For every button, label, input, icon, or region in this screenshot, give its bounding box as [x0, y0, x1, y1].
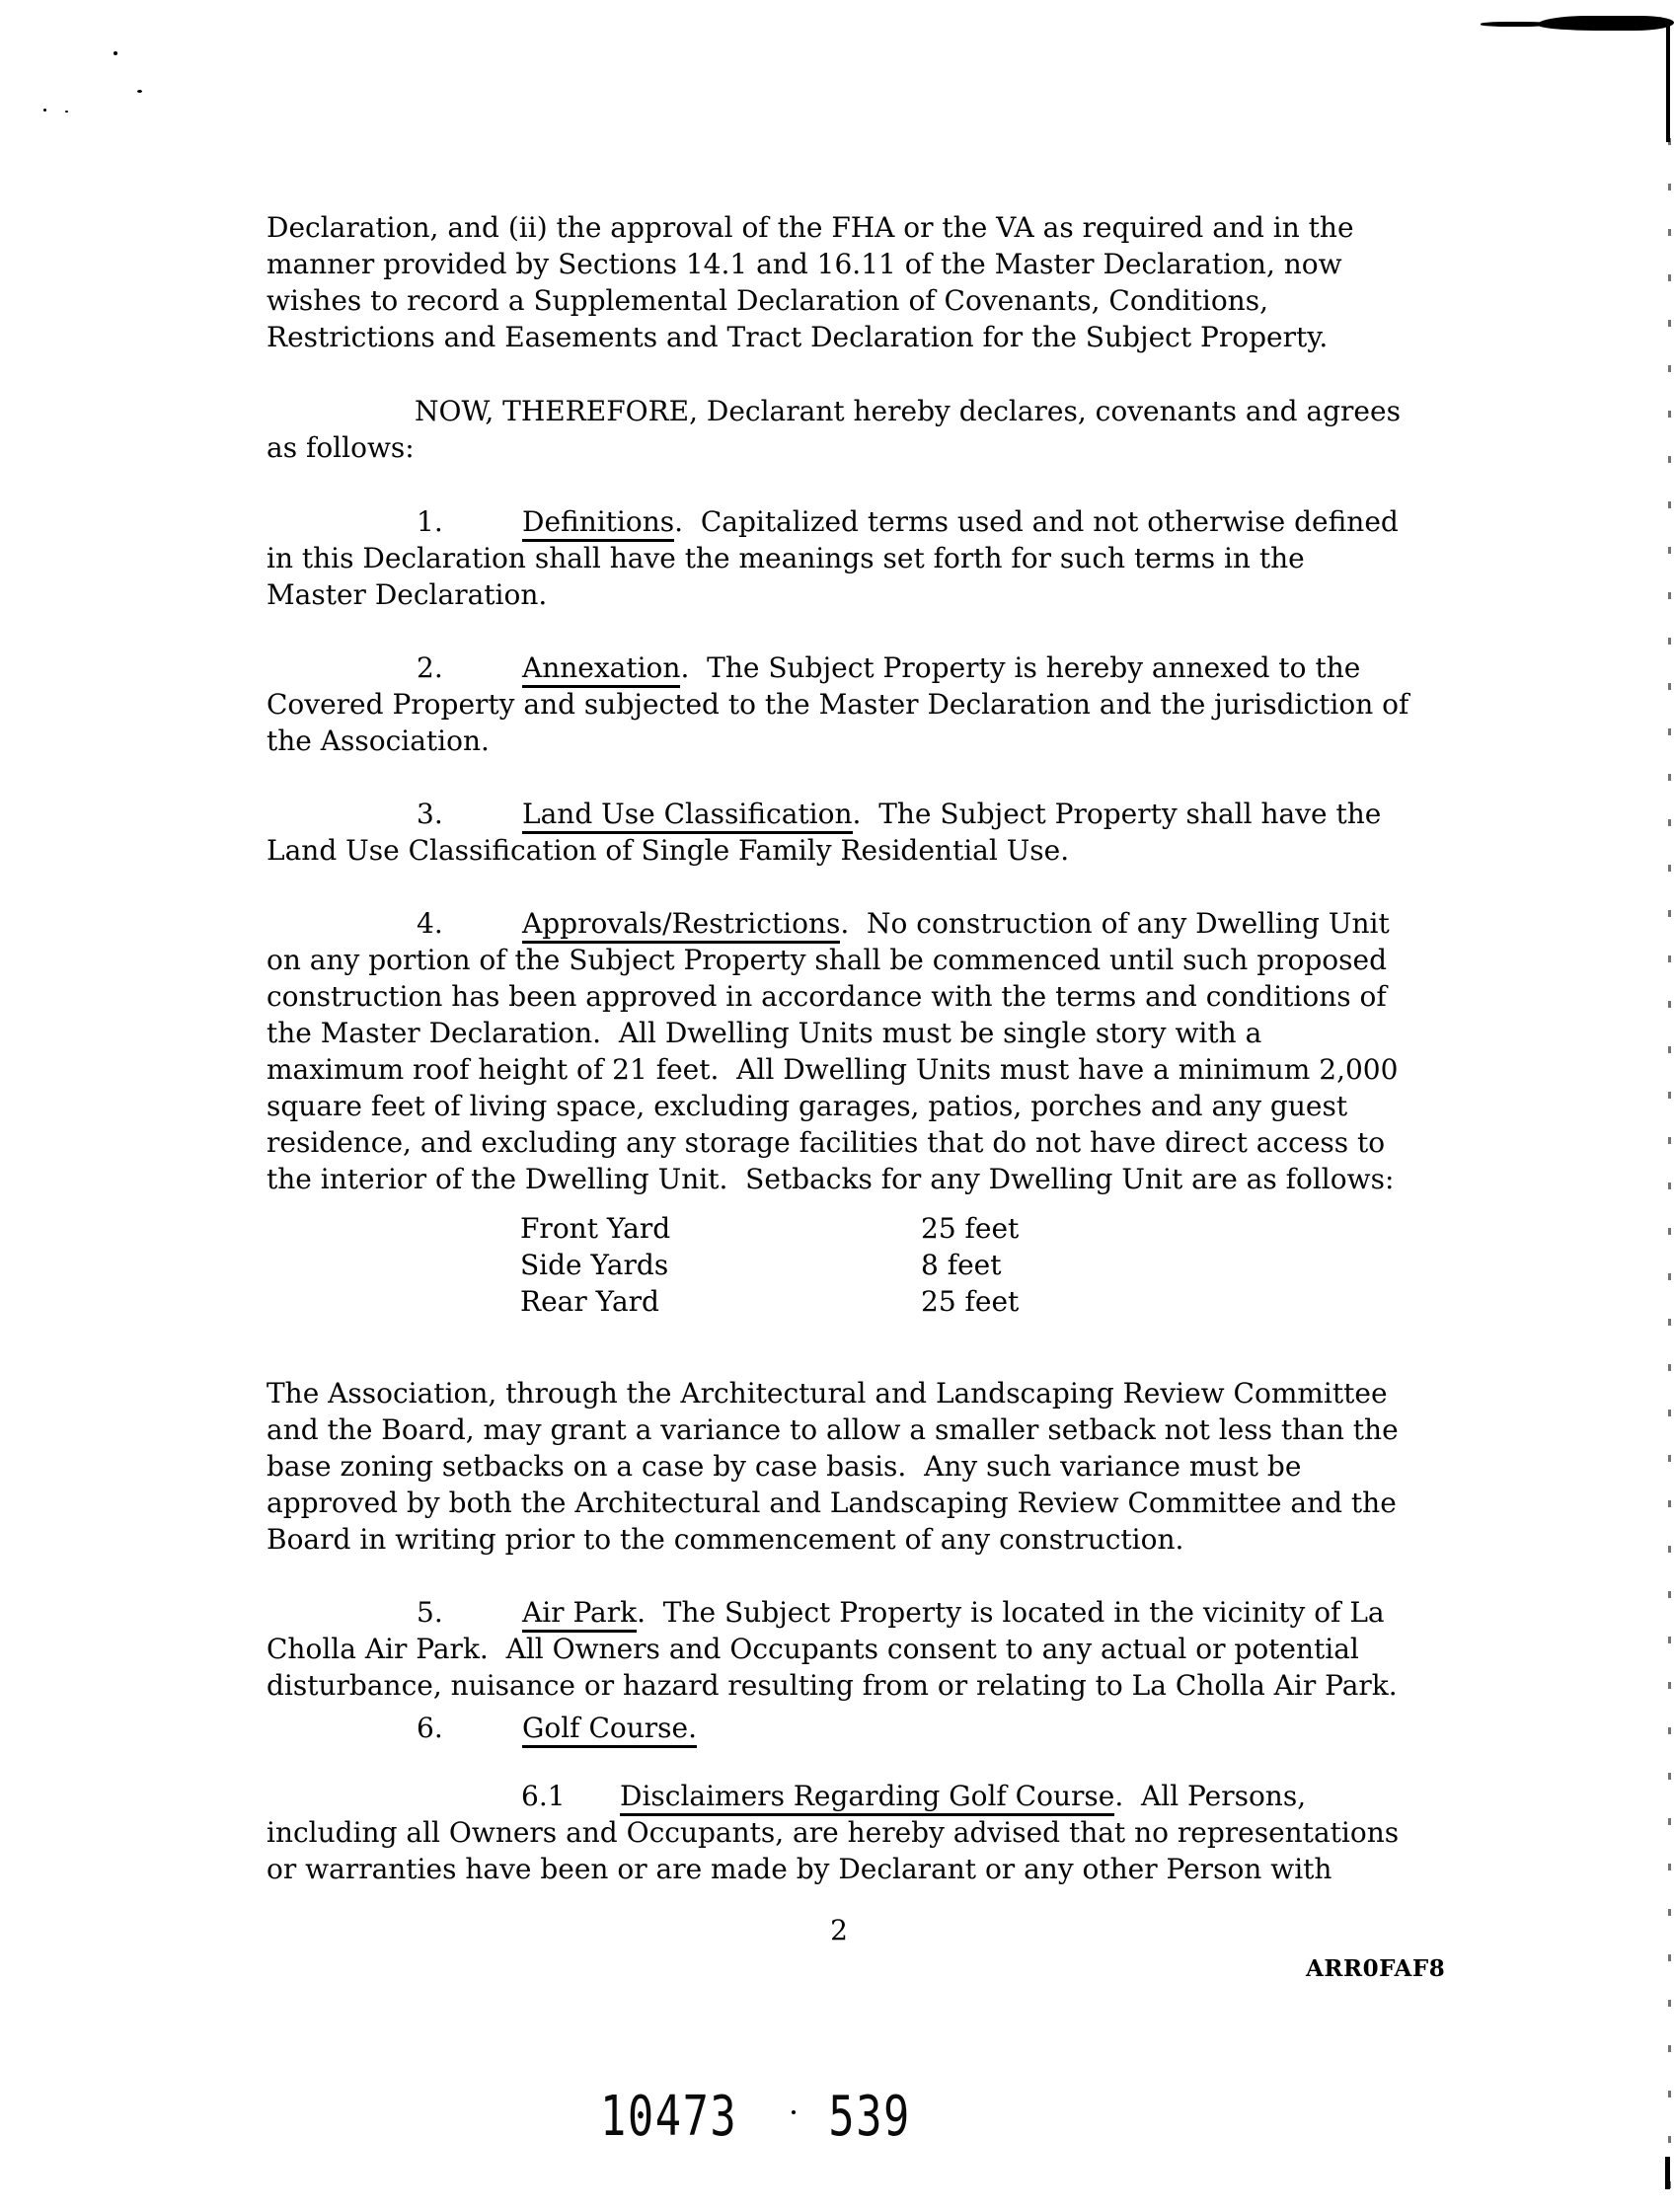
text-line: on any portion of the Subject Property shall be commenced until such proposed — [266, 944, 1388, 976]
text-line: Declaration, and (ii) the approval of the FHA or the VA as required and in the — [266, 211, 1354, 244]
text-line: manner provided by Sections 14.1 and 16.11 of the Master Declaration, now — [266, 248, 1342, 280]
text-line: maximum roof height of 21 feet. All Dwelling Units must have a minimum 2,000 — [266, 1053, 1399, 1086]
table-row — [520, 1283, 1019, 1320]
section-number: 1. — [417, 505, 443, 538]
section-annexation — [266, 649, 1426, 759]
section-number: 5. — [417, 1596, 443, 1629]
section-heading-line — [266, 796, 1426, 832]
table-row — [520, 1247, 1019, 1283]
section-title-underlined: Land Use Classification — [522, 798, 853, 834]
section-text: . The Subject Property shall have the — [852, 798, 1382, 830]
section-heading-line — [266, 905, 1426, 942]
section-text: . The Subject Property is located in the vicinity of La — [637, 1596, 1385, 1629]
text-line: Covered Property and subjected to the Master Declaration and the jurisdiction of — [266, 688, 1409, 721]
section-number: 4. — [417, 907, 443, 940]
text-line: wishes to record a Supplemental Declaration of Covenants, Conditions, — [266, 284, 1268, 317]
document-code: ARR0FAF8 — [1306, 1955, 1446, 1982]
text-line: Cholla Air Park. All Owners and Occupants consent to any actual or potential — [266, 1633, 1359, 1665]
setback-value: 25 feet — [921, 1285, 1020, 1318]
text-line: approved by both the Architectural and Landscaping Review Committee and the — [266, 1487, 1397, 1519]
text-line: the Association. — [266, 725, 490, 757]
text-line: NOW, THEREFORE, Declarant hereby declares, covenants and agrees — [415, 395, 1401, 427]
text-line: base zoning setbacks on a case by case basis. Any such variance must be — [266, 1450, 1302, 1483]
section-title-underlined: Annexation — [522, 651, 680, 688]
section-heading-line — [266, 1594, 1426, 1631]
stamp-page-number: 539 — [828, 2085, 911, 2149]
scan-artifact-right-edge-line — [1666, 24, 1670, 142]
section-approvals-restrictions — [266, 905, 1426, 1197]
text-line: residence, and excluding any storage facilities that do not have direct access to — [266, 1126, 1386, 1159]
text-line: the Master Declaration. All Dwelling Units must be single story with a — [266, 1017, 1262, 1049]
section-title-underlined: Golf Course. — [522, 1712, 697, 1748]
scan-speck — [114, 51, 117, 55]
recorder-stamp-numbers — [600, 2085, 911, 2149]
section-text: . All Persons, — [1114, 1780, 1307, 1812]
scan-artifact-right-edge-dashes — [1668, 138, 1671, 2212]
text-line: Board in writing prior to the commencement of any construction. — [266, 1523, 1184, 1556]
setback-value: 8 feet — [921, 1249, 1002, 1281]
stamp-book-number: 10473 — [600, 2085, 738, 2149]
section-title-underlined: Air Park — [522, 1596, 637, 1633]
text-line: as follows: — [266, 431, 415, 464]
section-text: . The Subject Property is hereby annexed to the — [680, 651, 1361, 684]
text-line: square feet of living space, excluding garages, patios, porches and any guest — [266, 1090, 1348, 1122]
section-number: 2. — [417, 651, 443, 684]
text-line: Restrictions and Easements and Tract Declaration for the Subject Property. — [266, 321, 1329, 353]
text-line: including all Owners and Occupants, are hereby advised that no representations — [266, 1816, 1400, 1849]
paragraph-now-therefore — [266, 393, 1426, 466]
section-title-underlined: Disclaimers Regarding Golf Course — [620, 1780, 1114, 1816]
setback-value: 25 feet — [921, 1212, 1020, 1245]
section-heading-line — [266, 503, 1426, 540]
table-row — [520, 1210, 1019, 1247]
text-line: in this Declaration shall have the meanings set forth for such terms in the — [266, 542, 1305, 574]
text-line: The Association, through the Architectural and Landscaping Review Committee — [266, 1377, 1388, 1410]
scan-speck — [137, 90, 142, 93]
scan-artifact-bottom-right-tick — [1665, 2157, 1670, 2189]
setbacks-table — [520, 1210, 1019, 1320]
text-line: and the Board, may grant a variance to allow a smaller setback not less than the — [266, 1413, 1399, 1446]
section-heading-line — [266, 1778, 1426, 1814]
section-heading-line — [266, 1710, 1426, 1746]
scan-artifact-top-streak — [1538, 16, 1674, 31]
section-definitions — [266, 503, 1426, 613]
paragraph-variance — [266, 1375, 1426, 1558]
paragraph-declaration-intro — [266, 209, 1426, 355]
setback-label: Rear Yard — [520, 1285, 659, 1318]
scan-speck — [792, 2110, 796, 2114]
scan-artifact-top-streak-tail — [1481, 22, 1550, 27]
section-title-underlined: Approvals/Restrictions — [522, 907, 840, 944]
section-number: 6. — [417, 1712, 443, 1744]
section-number: 3. — [417, 798, 443, 830]
section-text: . Capitalized terms used and not otherwise defined — [674, 505, 1399, 538]
section-land-use-classification — [266, 796, 1426, 869]
text-line: Land Use Classification of Single Family Residential Use. — [266, 834, 1070, 867]
section-disclaimers-golf-course — [266, 1778, 1426, 1887]
scan-speck — [43, 109, 46, 112]
section-title-underlined: Definitions — [522, 505, 674, 542]
text-line: construction has been approved in accordance with the terms and conditions of — [266, 980, 1387, 1013]
setback-label: Side Yards — [520, 1249, 669, 1281]
section-text: . No construction of any Dwelling Unit — [840, 907, 1390, 940]
section-number: 6.1 — [521, 1780, 566, 1812]
text-line: or warranties have been or are made by Declarant or any other Person with — [266, 1853, 1332, 1885]
section-air-park — [266, 1594, 1426, 1704]
text-line: disturbance, nuisance or hazard resulting from or relating to La Cholla Air Park. — [266, 1669, 1398, 1702]
text-line: the interior of the Dwelling Unit. Setbacks for any Dwelling Unit are as follows: — [266, 1163, 1395, 1195]
section-golf-course — [266, 1710, 1426, 1746]
page-number: 2 — [830, 1914, 848, 1946]
scan-speck — [65, 111, 68, 113]
setback-label: Front Yard — [520, 1212, 671, 1245]
text-line: Master Declaration. — [266, 578, 548, 611]
section-heading-line — [266, 649, 1426, 686]
